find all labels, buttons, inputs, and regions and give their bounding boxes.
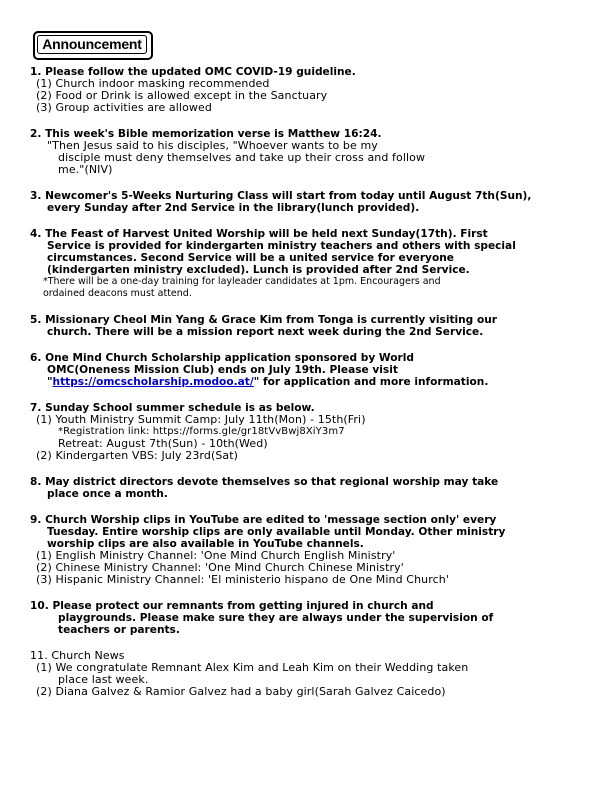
- announcement-item-9: [30, 514, 590, 586]
- item-11-heading: 11. Church News: [30, 649, 125, 662]
- item-9-line-1: 9. Church Worship clips in YouTube are edited to 'message section only' every: [30, 514, 497, 526]
- item-7-retreat: Retreat: August 7th(Sun) - 10th(Wed): [58, 437, 268, 450]
- item-10-line-3: teachers or parents.: [58, 624, 180, 636]
- item-1-sub-2: (2) Food or Drink is allowed except in the Sanctuary: [36, 89, 328, 102]
- item-6-link-after: for application and more information.: [259, 376, 489, 388]
- item-10-line-2: playgrounds. Please make sure they are always under the supervision of: [58, 612, 494, 624]
- announcement-item-10: [30, 600, 590, 636]
- item-7-sub-2: (2) Kindergarten VBS: July 23rd(Sat): [36, 449, 239, 462]
- item-1-sub-3: (3) Group activities are allowed: [36, 101, 212, 114]
- item-4-note-line-1: *There will be a one-day training for layleader candidates at 1pm. Encouragers and: [43, 276, 441, 287]
- announcement-item-7: [30, 402, 590, 462]
- item-7-sub-1: (1) Youth Ministry Summit Camp: July 11th(Mon) - 15th(Fri): [36, 413, 366, 426]
- item-2-verse-line-3: me."(NIV): [58, 163, 113, 176]
- announcement-item-3: [30, 190, 590, 214]
- item-9-sub-1: (1) English Ministry Channel: 'One Mind Church English Ministry': [36, 549, 396, 562]
- item-4-line-1: 4. The Feast of Harvest United Worship will be held next Sunday(17th). First: [30, 228, 488, 240]
- item-10-line-1: 10. Please protect our remnants from getting injured in church and: [30, 600, 434, 612]
- item-11-sub-2: (2) Diana Galvez & Ramior Galvez had a baby girl(Sarah Galvez Caicedo): [36, 685, 446, 698]
- item-9-sub-3: (3) Hispanic Ministry Channel: 'El ministerio hispano de One Mind Church': [36, 573, 449, 586]
- announcement-item-4: [30, 228, 590, 300]
- item-7-registration: *Registration link: https://forms.gle/gr18tVvBwj8XiY3m7: [58, 426, 345, 437]
- item-1-sub-1: (1) Church indoor masking recommended: [36, 77, 270, 90]
- item-5-line-2: church. There will be a mission report next week during the 2nd Service.: [47, 326, 484, 338]
- announcement-title-box: [33, 31, 153, 59]
- item-2-verse-line-1: "Then Jesus said to his disciples, "Whoever wants to be my: [47, 139, 378, 152]
- item-6-link-open-quote: ": [47, 376, 53, 388]
- item-1-heading: 1. Please follow the updated OMC COVID-19 guideline.: [30, 66, 356, 78]
- announcement-item-2: [30, 128, 590, 176]
- item-7-heading: 7. Sunday School summer schedule is as below.: [30, 402, 315, 414]
- item-4-line-3: circumstances. Second Service will be a united service for everyone: [47, 252, 454, 264]
- page-title: Announcement: [37, 35, 147, 54]
- item-2-heading: 2. This week's Bible memorization verse is Matthew 16:24.: [30, 128, 382, 140]
- item-9-line-3: worship clips are also available in YouTube channels.: [47, 538, 364, 550]
- item-8-line-1: 8. May district directors devote themselves so that regional worship may take: [30, 476, 499, 488]
- item-4-line-2: Service is provided for kindergarten ministry teachers and others with special: [47, 240, 516, 252]
- announcement-list: [30, 66, 590, 712]
- item-6-line-2: OMC(Oneness Mission Club) ends on July 19th. Please visit: [47, 364, 398, 376]
- item-6-link-close-quote: ": [253, 376, 260, 388]
- item-6-line-1: 6. One Mind Church Scholarship application sponsored by World: [30, 352, 414, 364]
- announcement-item-11: [30, 650, 590, 698]
- announcement-item-1: [30, 66, 590, 114]
- item-9-line-2: Tuesday. Entire worship clips are only available until Monday. Other ministry: [47, 526, 506, 538]
- scholarship-link[interactable]: https://omcscholarship.modoo.at/: [52, 376, 254, 388]
- item-2-verse-line-2: disciple must deny themselves and take up their cross and follow: [58, 151, 426, 164]
- item-6-line-3: [30, 376, 590, 388]
- item-5-line-1: 5. Missionary Cheol Min Yang & Grace Kim from Tonga is currently visiting our: [30, 314, 497, 326]
- item-11-sub-1-line-2: place last week.: [58, 673, 149, 686]
- item-11-sub-1-line-1: (1) We congratulate Remnant Alex Kim and Leah Kim on their Wedding taken: [36, 661, 469, 674]
- item-4-line-4: (kindergarten ministry excluded). Lunch is provided after 2nd Service.: [47, 264, 470, 276]
- item-8-line-2: place once a month.: [47, 488, 168, 500]
- announcement-item-6: [30, 352, 590, 388]
- announcement-item-5: [30, 314, 590, 338]
- item-3-line-2: every Sunday after 2nd Service in the library(lunch provided).: [47, 202, 420, 214]
- announcement-item-8: [30, 476, 590, 500]
- item-4-note-line-2: ordained deacons must attend.: [43, 288, 192, 299]
- item-9-sub-2: (2) Chinese Ministry Channel: 'One Mind Church Chinese Ministry': [36, 561, 404, 574]
- item-3-line-1: 3. Newcomer's 5-Weeks Nurturing Class will start from today until August 7th(Sun),: [30, 190, 532, 202]
